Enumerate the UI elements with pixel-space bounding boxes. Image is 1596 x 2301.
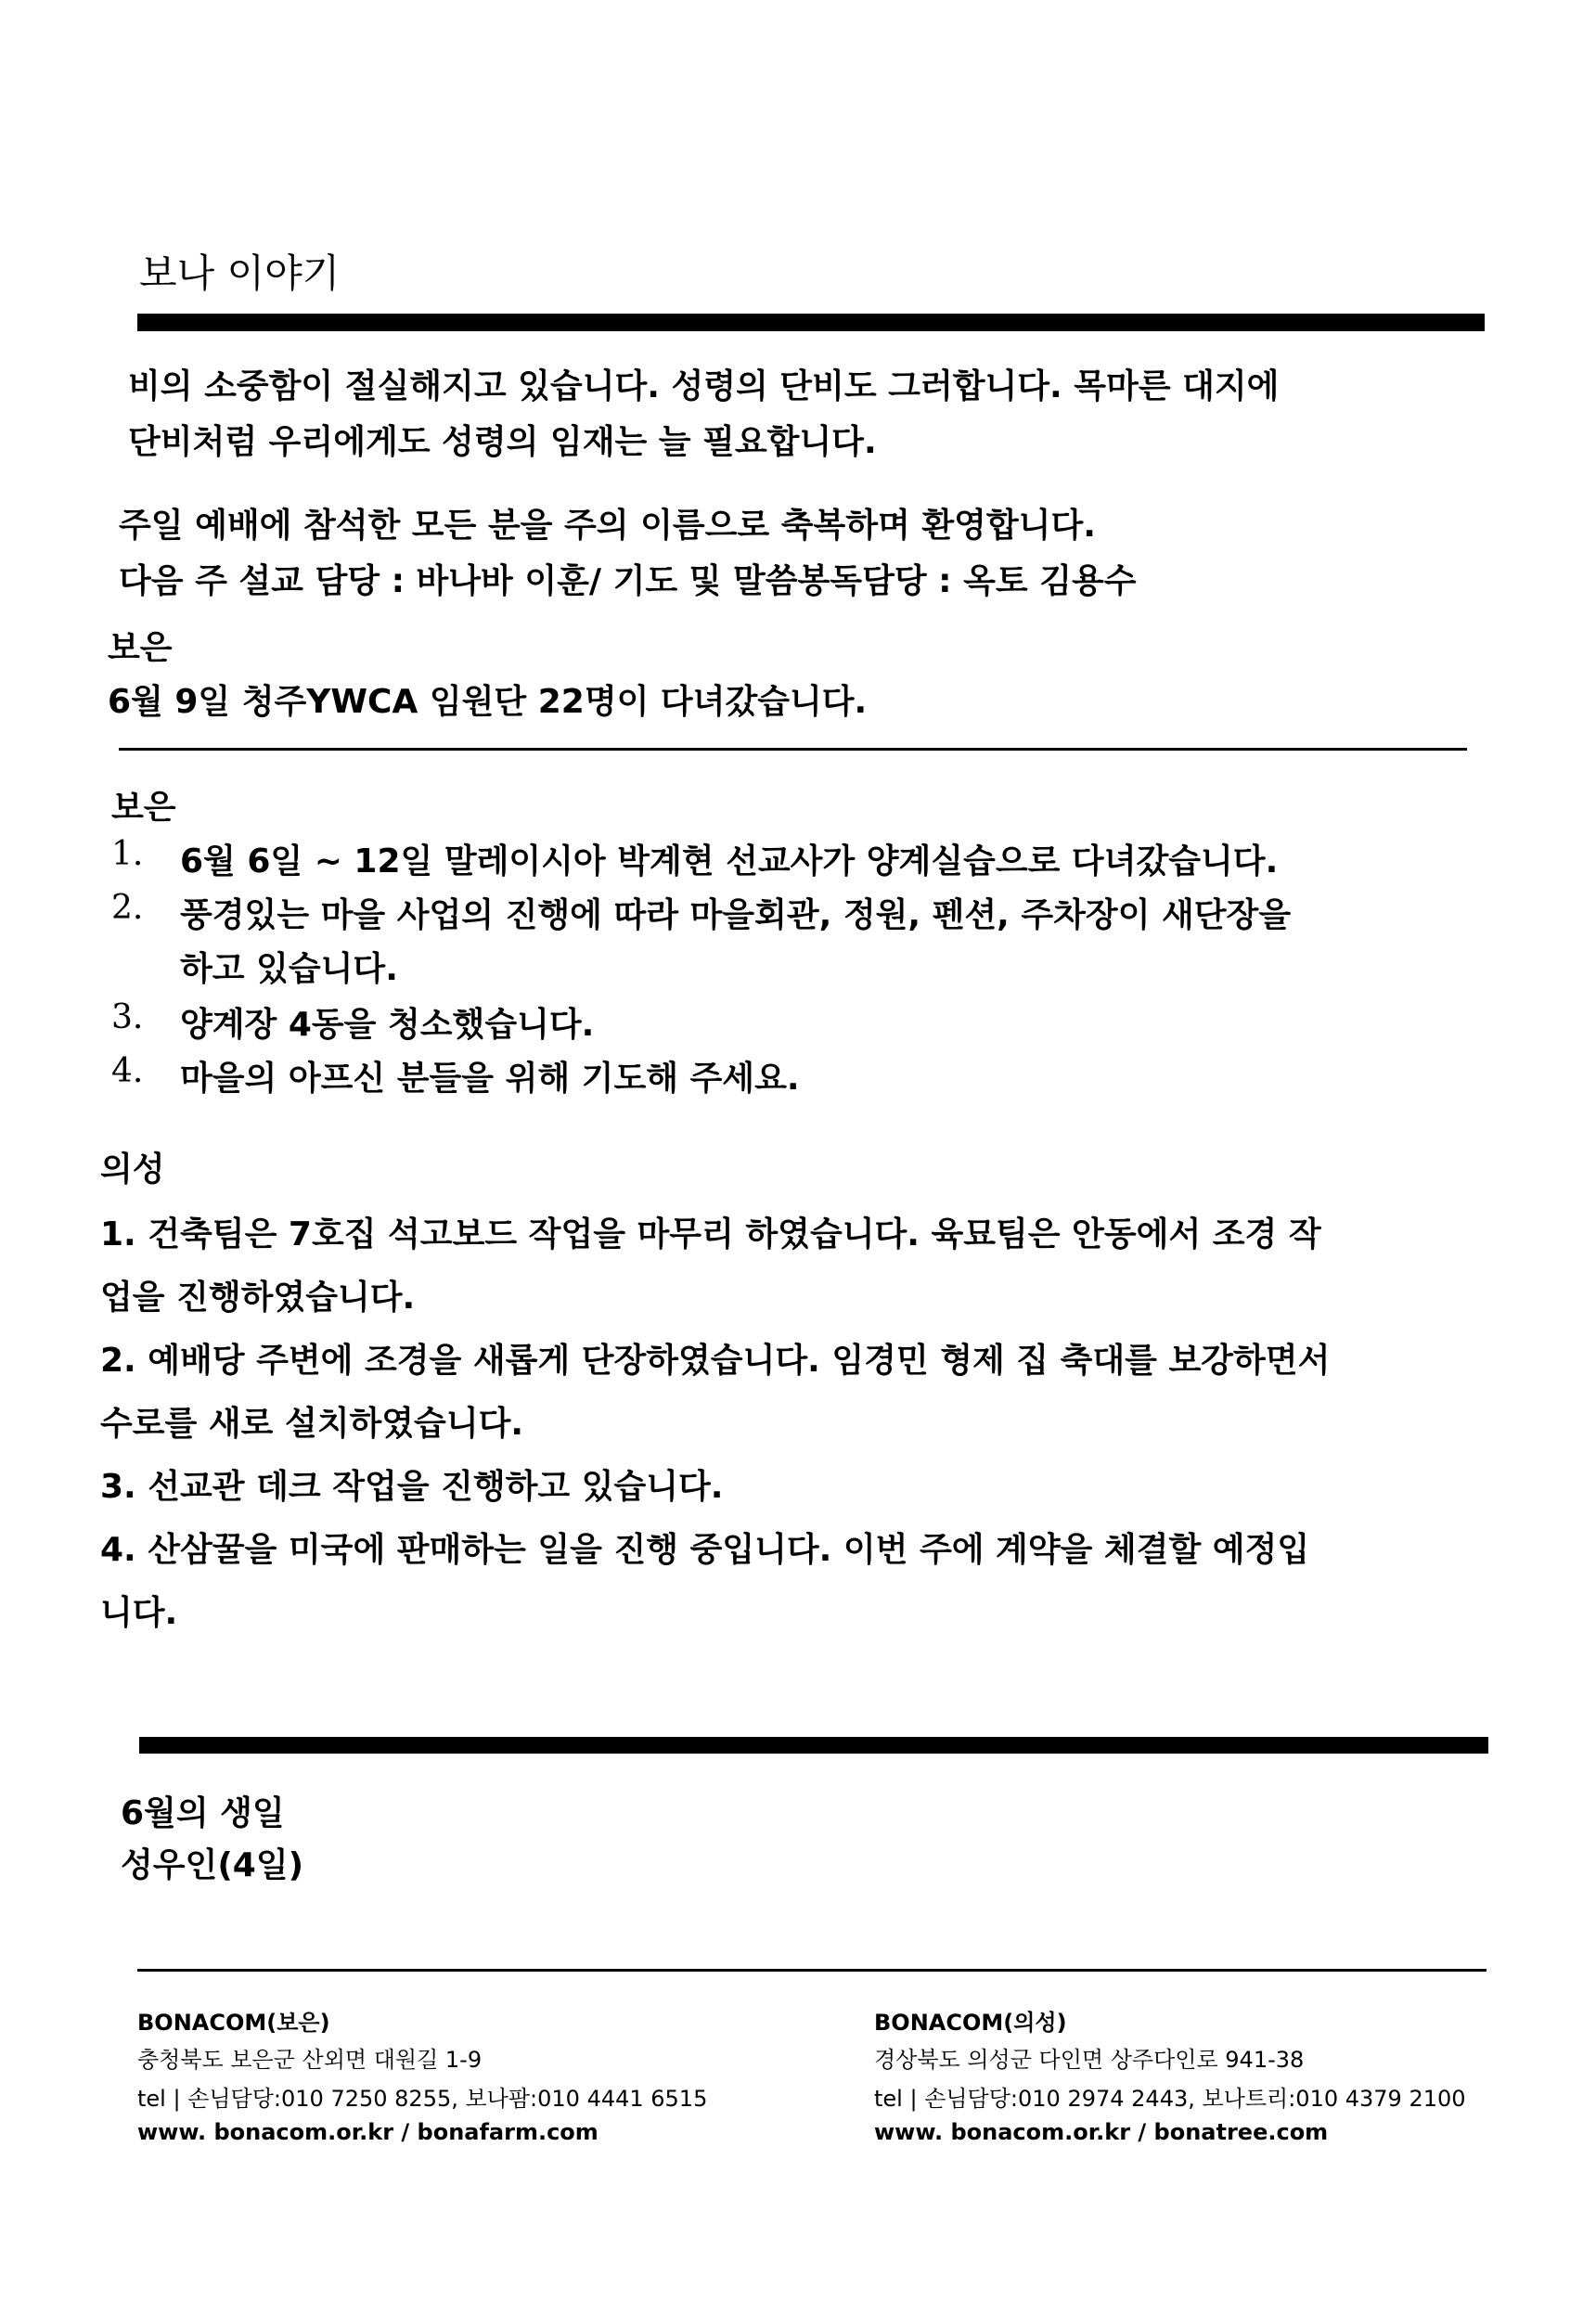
list-item: 마을의 아프신 분들을 위해 기도해 주세요. <box>180 1060 800 1098</box>
news-line: 1. 건축팀은 7호집 석고보드 작업을 마무리 하였습니다. 육묘팀은 안동에서 조경 작 <box>100 1215 1321 1253</box>
footer-web: www. bonacom.or.kr / bonafarm.com <box>137 2119 598 2145</box>
birthday-heading: 6월의 생일 <box>121 1794 285 1832</box>
list-number: 3. <box>111 998 144 1036</box>
page-title: 보나 이야기 <box>139 251 341 296</box>
footer-address: 경상북도 의성군 다인면 상주다인로 941-38 <box>874 2047 1305 2073</box>
list-number: 1. <box>111 835 144 873</box>
section-divider <box>119 748 1467 751</box>
list-item-continuation: 하고 있습니다. <box>180 950 398 988</box>
preacher-line: 다음 주 설교 담당 : 바나바 이훈/ 기도 및 말씀봉독담당 : 옥토 김용수 <box>119 562 1137 600</box>
news-line: 2. 예배당 주변에 조경을 새롭게 단장하였습니다. 임경민 형제 집 축대를 보강하면서 <box>100 1342 1331 1380</box>
footer-tel: tel | 손님담당:010 2974 2443, 보나트리:010 4379 2100 <box>874 2086 1466 2112</box>
birthday-name: 성우인(4일) <box>121 1846 304 1884</box>
list-number: 2. <box>111 889 144 927</box>
intro-line: 비의 소중함이 절실해지고 있습니다. 성령의 단비도 그러합니다. 목마른 대지에 <box>128 367 1280 405</box>
title-divider <box>137 314 1485 331</box>
list-item: 6월 6일 ~ 12일 말레이시아 박계현 선교사가 양계실습으로 다녀갔습니다. <box>180 842 1279 881</box>
list-item: 양계장 4동을 청소했습니다. <box>180 1006 595 1044</box>
list-item: 풍경있는 마을 사업의 진행에 따라 마을회관, 정원, 펜션, 주차장이 새단장을 <box>180 896 1292 934</box>
birthday-divider <box>139 1737 1488 1754</box>
news-line: 니다. <box>100 1594 178 1632</box>
list-number: 4. <box>111 1052 144 1090</box>
section-heading-boeun: 보은 <box>108 629 173 667</box>
footer-web: www. bonacom.or.kr / bonatree.com <box>874 2119 1329 2145</box>
section-heading-boeun: 보은 <box>111 789 176 827</box>
footer-tel: tel | 손님담당:010 7250 8255, 보나팜:010 4441 6515 <box>137 2086 708 2112</box>
footer-org-name: BONACOM(의성) <box>874 2010 1067 2036</box>
footer-divider <box>137 1969 1487 1972</box>
news-line: 수로를 새로 설치하였습니다. <box>100 1405 524 1443</box>
news-line: 업을 진행하였습니다. <box>100 1279 416 1317</box>
section-heading-uiseong: 의성 <box>100 1150 165 1189</box>
news-line: 3. 선교관 데크 작업을 진행하고 있습니다. <box>100 1468 724 1506</box>
news-line: 4. 산삼꿀을 미국에 판매하는 일을 진행 중입니다. 이번 주에 계약을 체결할 예정입 <box>100 1531 1310 1569</box>
intro-line: 단비처럼 우리에게도 성령의 임재는 늘 필요합니다. <box>128 423 877 461</box>
footer-org-name: BONACOM(보은) <box>137 2010 330 2036</box>
footer-address: 충청북도 보은군 산외면 대원길 1-9 <box>137 2047 483 2073</box>
welcome-line: 주일 예배에 참석한 모든 분을 주의 이름으로 축복하며 환영합니다. <box>119 507 1096 545</box>
visit-text: 6월 9일 청주YWCA 임원단 22명이 다녀갔습니다. <box>108 683 868 721</box>
